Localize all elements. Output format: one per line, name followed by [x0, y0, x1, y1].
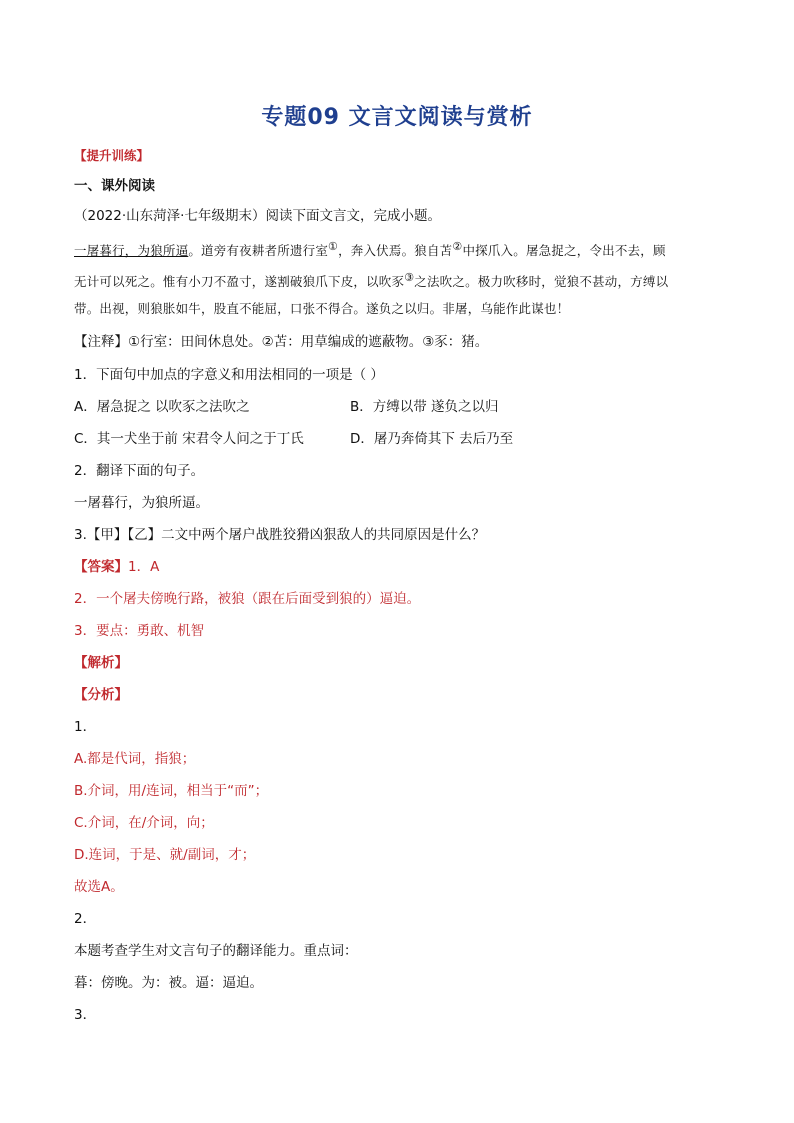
- analysis-2-text: 本题考查学生对文言句子的翻译能力。重点词：: [74, 943, 358, 959]
- section-tag: 【提升训练】: [74, 148, 150, 163]
- note-mark-1: ①: [328, 240, 339, 253]
- answer-line-1: 【答案】1．A: [74, 559, 160, 575]
- question-1-options-cd: [74, 429, 734, 449]
- analysis-conclusion: 故选A。: [74, 879, 124, 895]
- analysis-num-3: 3．: [74, 1007, 97, 1023]
- passage-line-2: 无计可以死之。惟有小刀不盈寸，遂割破狼爪下皮，以吹豕③之法吹之。极力吹移时，觉狼不甚动，方缚以: [74, 271, 669, 290]
- question-3-stem: 3.【甲】【乙】二文中两个屠户战胜狡猾凶狠敌人的共同原因是什么？: [74, 527, 486, 543]
- analysis-a: A.都是代词，指狼；: [74, 751, 196, 767]
- option-b: B．方缚以带 遂负之以归: [350, 399, 499, 415]
- page-title: 专题09 文言文阅读与赏析: [261, 105, 533, 130]
- analysis-b: B.介词，用/连词，相当于“而”；: [74, 783, 269, 799]
- fenxi-label: 【分析】: [74, 687, 128, 703]
- passage-line-3: 带。出视，则狼胀如牛，股直不能屈，口张不得合。遂负之以归。非屠，乌能作此谋也！: [74, 301, 570, 316]
- question-2-sentence: 一屠暮行，为狼所逼。: [74, 495, 209, 511]
- analysis-2-keywords: 暮：傍晚。为：被。逼：逼迫。: [74, 975, 263, 991]
- note-mark-3: ③: [404, 271, 415, 284]
- answer-line-2: 2．一个屠夫傍晚行路，被狼（跟在后面受到狼的）逼迫。: [74, 591, 421, 607]
- note-mark-2: ②: [452, 240, 463, 253]
- source-line: （2022·山东菏泽·七年级期末）阅读下面文言文，完成小题。: [74, 208, 441, 224]
- part-heading: 一、课外阅读: [74, 178, 155, 194]
- option-d: D．屠乃奔倚其下 去后乃至: [350, 431, 514, 447]
- question-1-stem: 1．下面句中加点的字意义和用法相同的一项是（ ）: [74, 367, 384, 383]
- answer-label: 【答案】: [74, 559, 128, 575]
- question-1-options-ab: [74, 397, 734, 417]
- answer-line-3: 3．要点：勇敢、机智: [74, 623, 205, 639]
- analysis-num-2: 2．: [74, 911, 97, 927]
- underlined-sentence: 一屠暮行，为狼所逼: [74, 243, 189, 259]
- question-2-stem: 2．翻译下面的句子。: [74, 463, 205, 479]
- passage-line-1: 一屠暮行，为狼所逼。道旁有夜耕者所遗行室①，奔入伏焉。狼自苫②中探爪入。屠急捉之，令出不去，顾: [74, 240, 666, 259]
- option-c: C．其一犬坐于前 宋君令人问之于丁氏: [74, 431, 304, 447]
- notes: 【注释】①行室：田间休息处。②苫：用草编成的遮蔽物。③豕：猪。: [74, 334, 489, 350]
- analysis-label: 【解析】: [74, 655, 128, 671]
- option-a: A．屠急捉之 以吹豕之法吹之: [74, 399, 250, 415]
- analysis-d: D.连词，于是、就/副词，才；: [74, 847, 256, 863]
- analysis-num-1: 1．: [74, 719, 97, 735]
- analysis-c: C.介词，在/介词，向；: [74, 815, 214, 831]
